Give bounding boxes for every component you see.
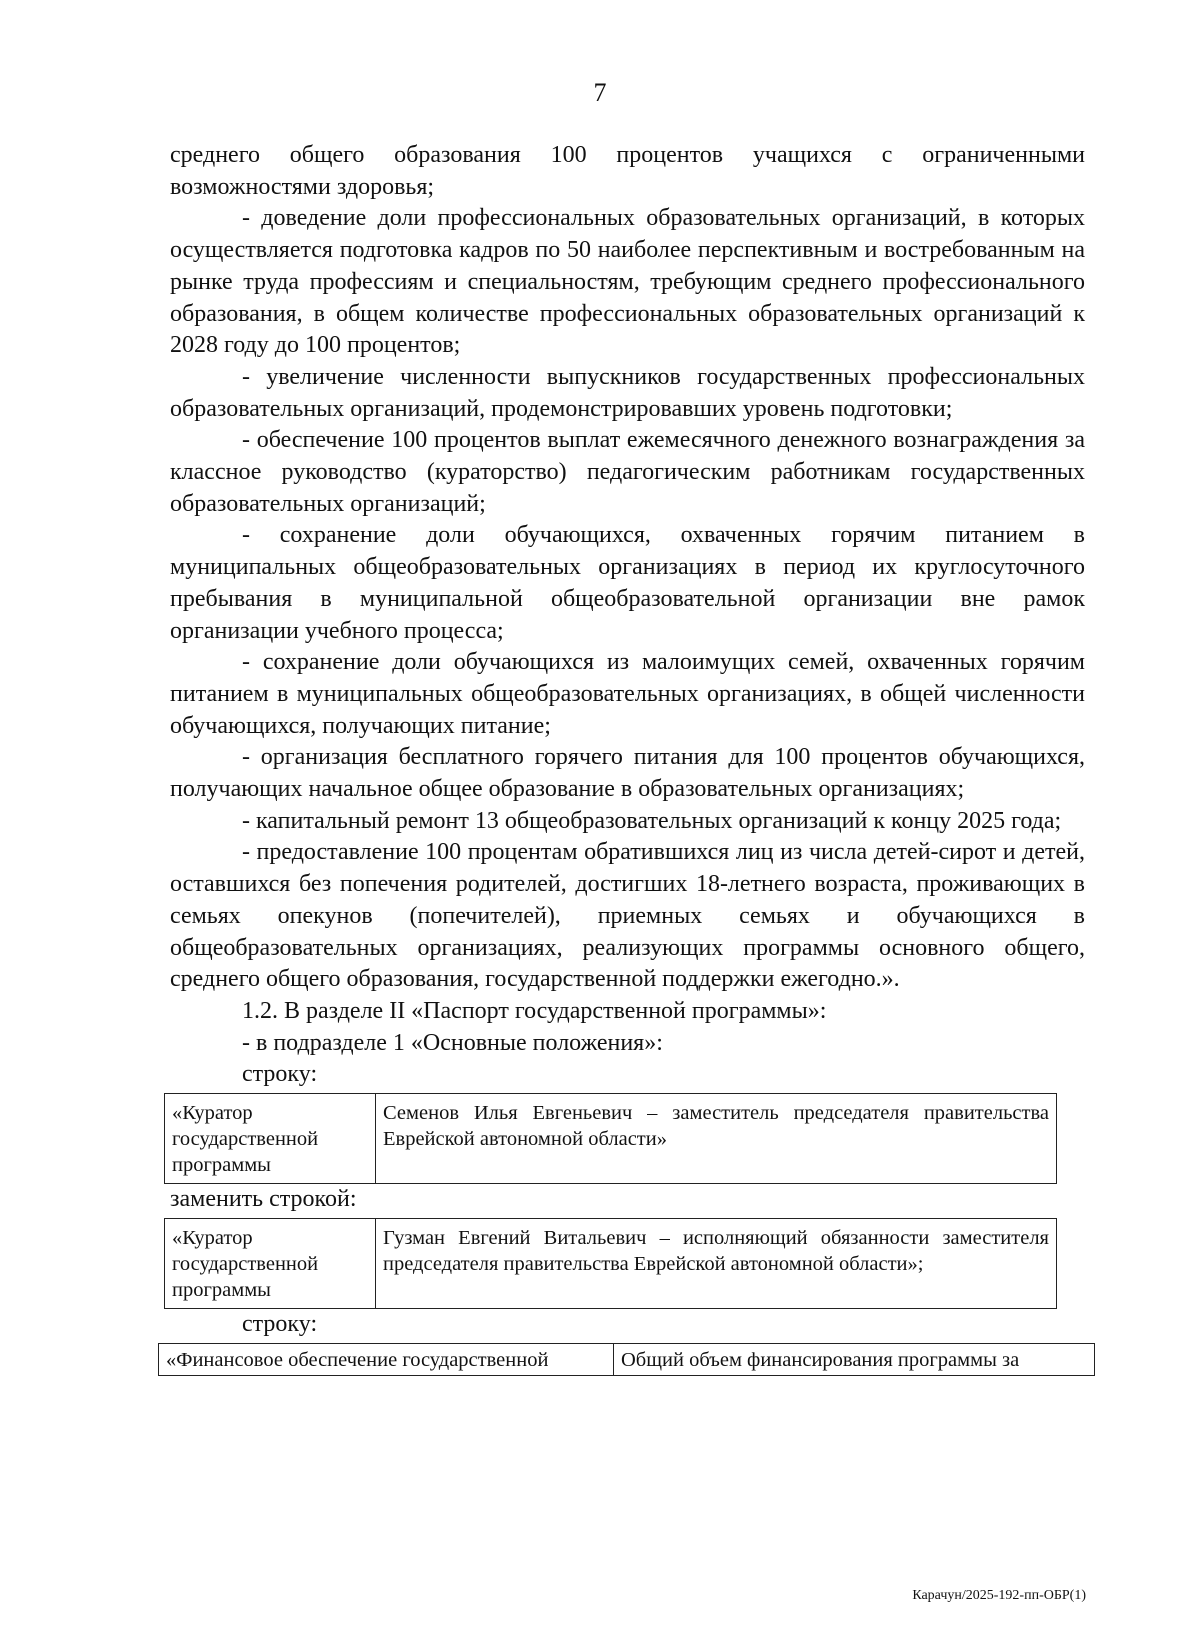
- paragraph: - организация бесплатного горячего питания для 100 процентов обучающихся, получающих начальное общее образование в образовательных организациях;: [170, 744, 1085, 803]
- table-cell-value: Семенов Илья Евгеньевич – заместитель председателя правительства Еврейской автономной области»: [376, 1094, 1057, 1184]
- table-cell-label: «Финансовое обеспечение государственной: [159, 1343, 614, 1375]
- paragraph: - предоставление 100 процентам обратившихся лиц из числа детей-сирот и детей, оставшихся без попечения родителей, достигших 18-летнего возраста, проживающих в семьях опекунов (попечителей), приемных семьях и обучающихся в общеобразовательных организациях, реализующих программы основного общего, среднего общего образования, государственной поддержки ежегодно.».: [170, 839, 1085, 993]
- footer-code: Карачун/2025-192-пп-ОБР(1): [912, 1588, 1086, 1603]
- table-row: [165, 1218, 1057, 1308]
- paragraph: - капитальный ремонт 13 общеобразовательных организаций к концу 2025 года;: [242, 807, 1062, 834]
- page-number: 7: [593, 78, 607, 107]
- table-row: [159, 1343, 1095, 1375]
- label-row: строку:: [242, 1061, 318, 1088]
- table-row: [165, 1094, 1057, 1184]
- curator-new-table: [164, 1218, 1057, 1309]
- table-cell-label: «Куратор государственной программы: [165, 1094, 376, 1184]
- table-cell-value: Гузман Евгений Витальевич – исполняющий обязанности заместителя председателя правительства Еврейской автономной области»;: [376, 1218, 1057, 1308]
- paragraph-list: [170, 140, 1085, 996]
- table-cell-value: Общий объем финансирования программы за: [614, 1343, 1095, 1375]
- paragraph: - обеспечение 100 процентов выплат ежемесячного денежного вознаграждения за классное руководство (кураторство) педагогическим работникам государственных образовательных организаций;: [170, 427, 1085, 517]
- label-replace: заменить строкой:: [170, 1186, 357, 1213]
- paragraph: - увеличение численности выпускников государственных профессиональных образовательных организаций, продемонстрировавших уровень подготовки;: [170, 363, 1085, 422]
- paragraph: - доведение доли профессиональных образовательных организаций, в которых осуществляется подготовка кадров по 50 наиболее перспективным и востребованным на рынке труда профессиям и специальностям, требующим среднего профессионального образования, в общем количестве профессиональных образовательных организаций к 2028 году до 100 процентов;: [170, 205, 1085, 359]
- paragraph: - сохранение доли обучающихся из малоимущих семей, охваченных горячим питанием в муниципальных общеобразовательных организациях, в общей численности обучающихся, получающих питание;: [170, 649, 1085, 739]
- subsection-line: - в подразделе 1 «Основные положения»:: [242, 1029, 663, 1056]
- section-line: 1.2. В разделе II «Паспорт государственной программы»:: [242, 997, 827, 1024]
- table-cell-label: «Куратор государственной программы: [165, 1218, 376, 1308]
- label-row-2: строку:: [242, 1310, 318, 1337]
- finance-table: [158, 1343, 1095, 1376]
- document-body: [166, 140, 1085, 1376]
- curator-old-table: [164, 1093, 1057, 1184]
- paragraph: среднего общего образования 100 процентов учащихся с ограниченными возможностями здоровья;: [170, 142, 1085, 200]
- paragraph: - сохранение доли обучающихся, охваченных горячим питанием в муниципальных общеобразовательных организациях в период их круглосуточного пребывания в муниципальной общеобразовательной организации вне рамок организации учебного процесса;: [170, 522, 1085, 644]
